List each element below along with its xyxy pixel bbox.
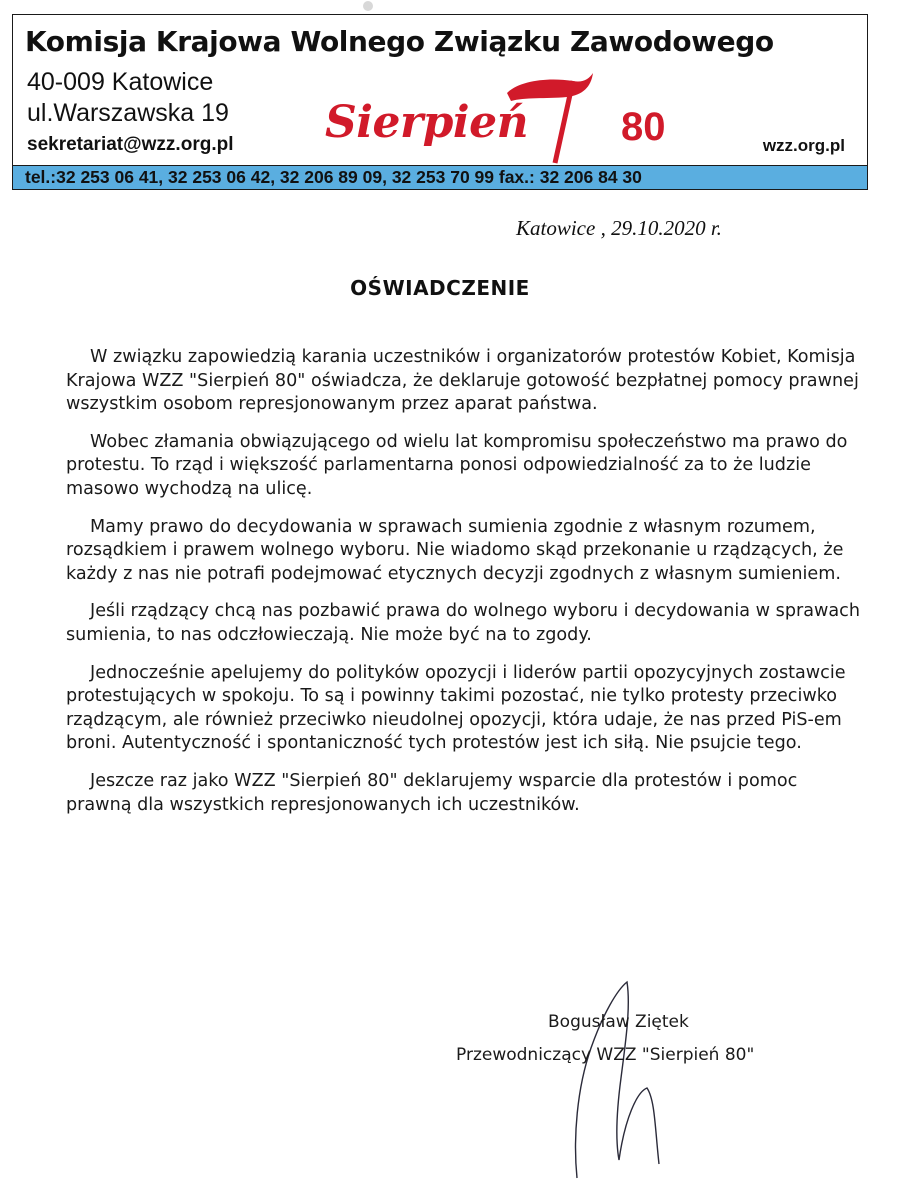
document-date: Katowice , 29.10.2020 r. [516, 216, 722, 240]
address-city: 40-009 Katowice [27, 68, 214, 96]
address-street: ul.Warszawska 19 [27, 99, 229, 127]
document-heading: OŚWIADCZENIE [350, 276, 530, 300]
statement-body [66, 346, 862, 831]
phone-fax-bar: tel.:32 253 06 41, 32 253 06 42, 32 206 89 09, 32 253 70 99 fax.: 32 206 84 30 [13, 165, 867, 189]
paragraph: Jednocześnie apelujemy do polityków opozycji i liderów partii opozycyjnych zostawcie protestujących w spokoju. To są i powinny takimi pozostać, nie tylko protesty przeciwko rządzącym, ale również przeciwko nieudolnej opozycji, która udaje, że nas przed PiS-em broni. Autentyczność i spontaniczność tych protestów jest ich siłą. Nie psujcie tego. [66, 662, 846, 754]
paragraph: W związku zapowiedzią karania uczestników i organizatorów protestów Kobiet, Komisja Krajowa WZZ "Sierpień 80" oświadcza, że deklaruje gotowość bezpłatnej pomocy prawnej wszystkim osobom represjonowanym przez aparat państwa. [66, 347, 859, 415]
paragraph: Mamy prawo do decydowania w sprawach sumienia zgodnie z własnym rozumem, rozsądkiem i prawem wolnego wyboru. Nie wiadomo skąd przekonanie u rządzących, że każdy z nas nie potrafi podejmować etycznych decyzji zgodnych z własnym sumieniem. [66, 516, 844, 584]
signatory-name: Bogusław Ziętek [548, 1012, 689, 1032]
letterhead [12, 14, 868, 190]
email-address: sekretariat@wzz.org.pl [27, 134, 234, 155]
paragraph: Jeśli rządzący chcą nas pozbawić prawa do wolnego wyboru i decydowania w sprawach sumienia, to nas odczłowieczają. Nie może być na to zgody. [66, 601, 861, 645]
logo-wordmark: Sierpień [325, 97, 529, 148]
paragraph: Jeszcze raz jako WZZ "Sierpień 80" deklarujemy wsparcie dla protestów i pomoc prawną dla wszystkich represjonowanych ich uczestników. [66, 770, 798, 815]
organization-name: Komisja Krajowa Wolnego Związku Zawodowego [25, 25, 774, 58]
punch-hole-mark [363, 1, 373, 11]
union-logo [311, 67, 711, 169]
logo-number: 80 [621, 105, 666, 149]
website-address: wzz.org.pl [762, 136, 845, 155]
handwritten-signature [555, 968, 685, 1193]
paragraph: Wobec złamania obwiązującego od wielu lat kompromisu społeczeństwo ma prawo do protestu. To rząd i większość parlamentarna ponosi odpowiedzialność za to że ludzie masowo wychodzą na ulicę. [66, 431, 848, 499]
signatory-role: Przewodniczący WZZ "Sierpień 80" [456, 1045, 755, 1065]
